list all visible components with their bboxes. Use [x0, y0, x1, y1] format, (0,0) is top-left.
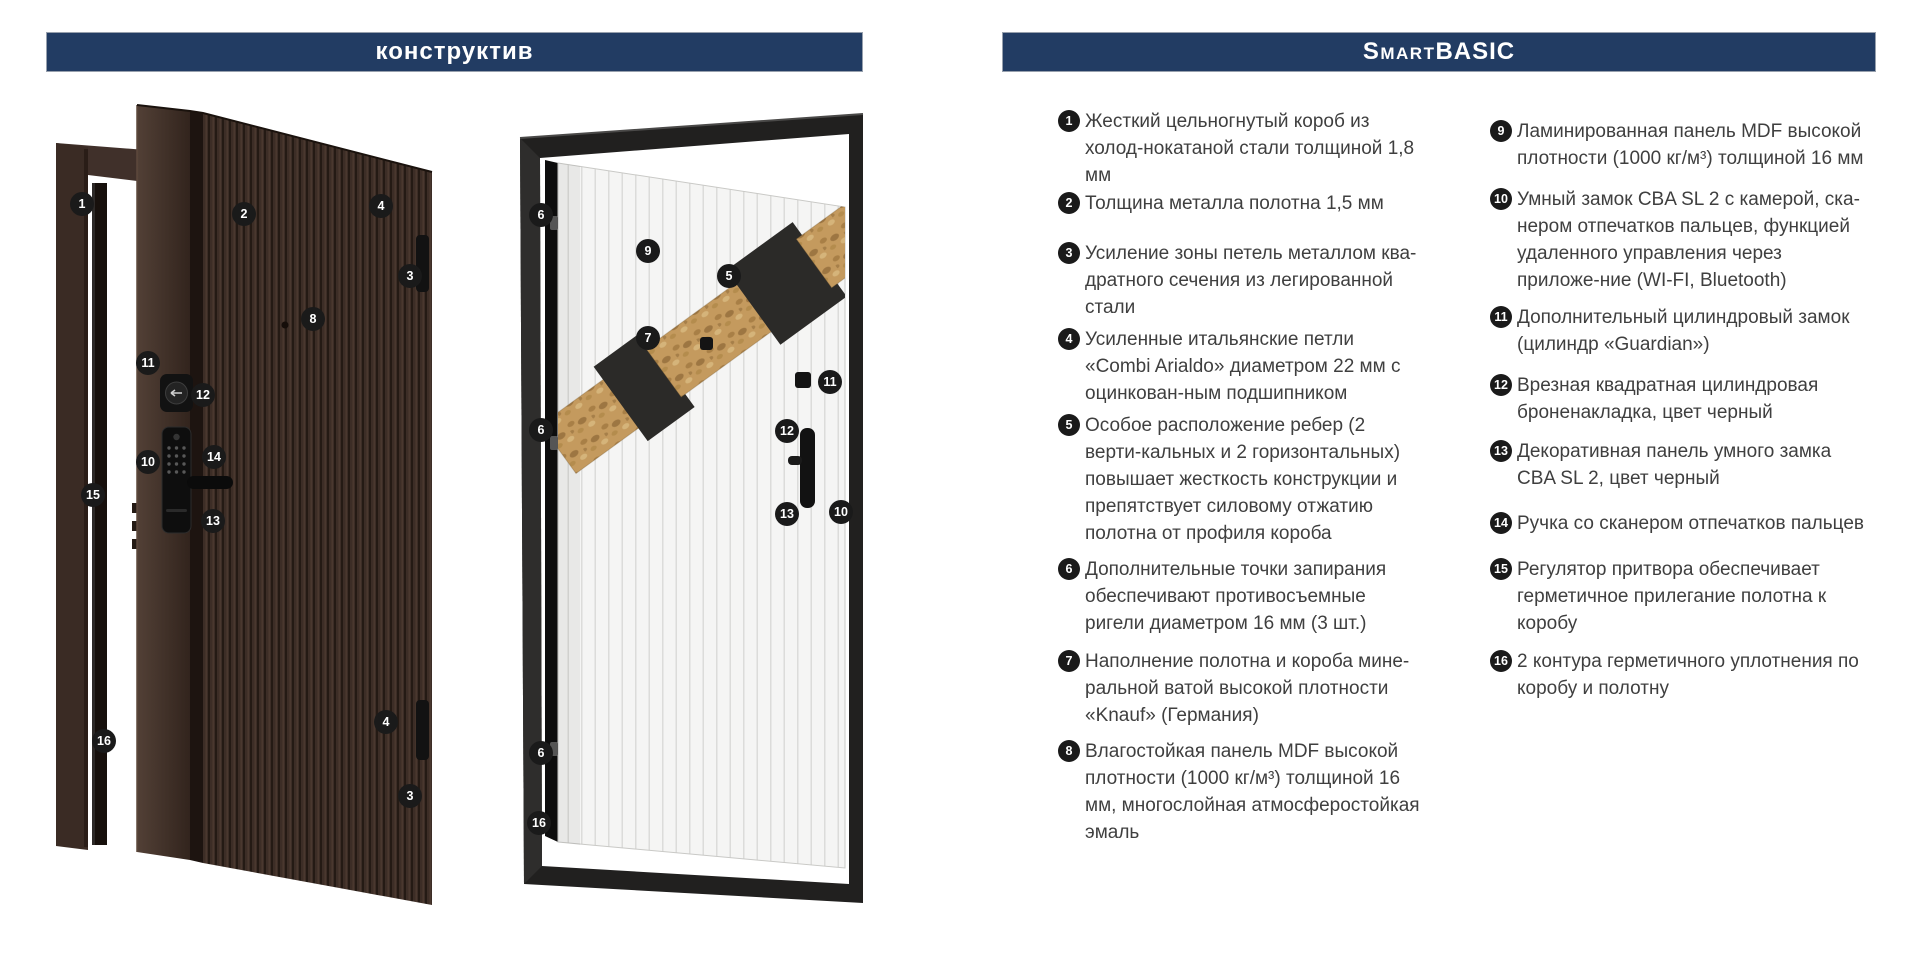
door1-hinge-bottom	[416, 700, 429, 760]
feature-badge-14: 14	[1490, 512, 1512, 534]
feature-item-7	[1058, 648, 1424, 729]
door-smart-basic-illustration	[500, 100, 920, 920]
feature-text-15: Регулятор притвора обеспечивает герметичное прилегание полотна к коробу	[1517, 559, 1827, 634]
feature-text-13: Декоративная панель умного замка CBA SL 2, цвет черный	[1517, 441, 1832, 489]
door1-marker-12: 12	[191, 383, 215, 407]
door1-marker-16: 16	[92, 729, 116, 753]
feature-item-5	[1058, 412, 1424, 547]
feature-badge-6: 6	[1058, 558, 1080, 580]
feature-badge-8: 8	[1058, 740, 1080, 762]
feature-text-6: Дополнительные точки запирания обеспечивают противосъемные ригели диаметром 16 мм (3 шт.)	[1085, 559, 1387, 634]
door1-marker-15: 15	[81, 483, 105, 507]
feature-badge-12: 12	[1490, 374, 1512, 396]
feature-badge-9: 9	[1490, 120, 1512, 142]
door2-keyhole	[700, 337, 713, 350]
door1-marker-2: 2	[232, 202, 256, 226]
door2-cylinder-plate	[795, 372, 811, 388]
feature-badge-4: 4	[1058, 328, 1080, 350]
door1-marker-10: 10	[136, 450, 160, 474]
door1-peephole	[282, 322, 289, 329]
feature-badge-11: 11	[1490, 306, 1512, 328]
feature-badge-5: 5	[1058, 414, 1080, 436]
right-section-header	[1002, 32, 1876, 72]
door1-handle	[187, 476, 233, 489]
door2-marker-7: 7	[636, 326, 660, 350]
feature-item-11	[1490, 304, 1866, 358]
feature-item-16	[1490, 648, 1866, 702]
feature-badge-15: 15	[1490, 558, 1512, 580]
door2-marker-16: 16	[527, 811, 551, 835]
door2-marker-6-top: 6	[529, 203, 553, 227]
feature-item-4	[1058, 326, 1424, 407]
feature-item-3	[1058, 240, 1424, 321]
feature-text-12: Врезная квадратная цилиндровая броненакладка, цвет черный	[1517, 375, 1819, 423]
feature-text-14: Ручка со сканером отпечатков пальцев	[1517, 513, 1865, 534]
door1-marker-3-top: 3	[398, 264, 422, 288]
feature-text-4: Усиленные итальянские петли «Combi Arialdo» диаметром 22 мм с оцинкован-ным подшипником	[1085, 329, 1401, 404]
feature-text-8: Влагостойкая панель MDF высокой плотности (1000 кг/м³) толщиной 16 мм, многослойная атмосферостойкая эмаль	[1085, 741, 1420, 843]
feature-item-10	[1490, 186, 1866, 294]
door2-marker-5: 5	[717, 264, 741, 288]
feature-text-5: Особое расположение ребер (2 верти-кальных и 2 горизонтальных) повышает жесткость конструкции и препятствует силовому отжатию полотна от профиля короба	[1085, 415, 1401, 544]
door2-marker-6-bottom: 6	[529, 741, 553, 765]
feature-text-3: Усиление зоны петель металлом ква-дратного сечения из легированной стали	[1085, 243, 1417, 318]
feature-item-2	[1058, 190, 1424, 217]
feature-badge-1: 1	[1058, 110, 1080, 132]
feature-item-13	[1490, 438, 1866, 492]
feature-text-10: Умный замок CBA SL 2 с камерой, ска-нером отпечатков пальцев, функцией удаленного управления через приложе-ние (WI-FI, Bluetooth)	[1517, 189, 1860, 291]
door2-handle	[788, 456, 802, 465]
door1-marker-3-bottom: 3	[398, 784, 422, 808]
feature-item-12	[1490, 372, 1866, 426]
door2-marker-10: 10	[829, 500, 853, 524]
feature-item-8	[1058, 738, 1424, 846]
door2-marker-13: 13	[775, 502, 799, 526]
feature-badge-2: 2	[1058, 192, 1080, 214]
door2-smart-lock	[800, 428, 815, 508]
feature-text-1: Жесткий цельногнутый короб из холод-нокатаной стали толщиной 1,8 мм	[1085, 111, 1415, 186]
feature-text-16: 2 контура герметичного уплотнения по коробу и полотну	[1517, 651, 1859, 699]
left-header-label: конструктив	[375, 38, 534, 65]
feature-badge-16: 16	[1490, 650, 1512, 672]
header-word-basic: BASIC	[1435, 38, 1516, 65]
door1-cylinder	[160, 374, 193, 412]
door1-marker-11: 11	[136, 351, 160, 375]
left-section-header	[46, 32, 863, 72]
door1-marker-14: 14	[202, 445, 226, 469]
door2-marker-6-mid: 6	[529, 418, 553, 442]
door1-marker-8: 8	[301, 307, 325, 331]
feature-badge-10: 10	[1490, 188, 1512, 210]
feature-item-15	[1490, 556, 1866, 637]
door2-marker-9: 9	[636, 239, 660, 263]
door1-marker-4-bottom: 4	[374, 710, 398, 734]
feature-item-1	[1058, 108, 1424, 189]
feature-text-9: Ламинированная панель MDF высокой плотности (1000 кг/м³) толщиной 16 мм	[1517, 121, 1864, 169]
feature-badge-3: 3	[1058, 242, 1080, 264]
feature-text-2: Толщина металла полотна 1,5 мм	[1085, 193, 1384, 214]
feature-text-11: Дополнительный цилиндровый замок (цилиндр «Guardian»)	[1517, 307, 1850, 355]
door2-marker-12: 12	[775, 419, 799, 443]
feature-badge-13: 13	[1490, 440, 1512, 462]
header-word-smart: Smart	[1362, 38, 1436, 65]
feature-item-6	[1058, 556, 1424, 637]
feature-badge-7: 7	[1058, 650, 1080, 672]
feature-item-9	[1490, 118, 1866, 172]
door2-marker-11: 11	[818, 370, 842, 394]
feature-item-14	[1490, 510, 1866, 537]
feature-text-7: Наполнение полотна и короба мине-ральной ватой высокой плотности «Knauf» (Германия)	[1085, 651, 1410, 726]
door1-marker-1: 1	[70, 192, 94, 216]
door1-marker-4-top: 4	[369, 194, 393, 218]
door1-marker-13: 13	[201, 509, 225, 533]
